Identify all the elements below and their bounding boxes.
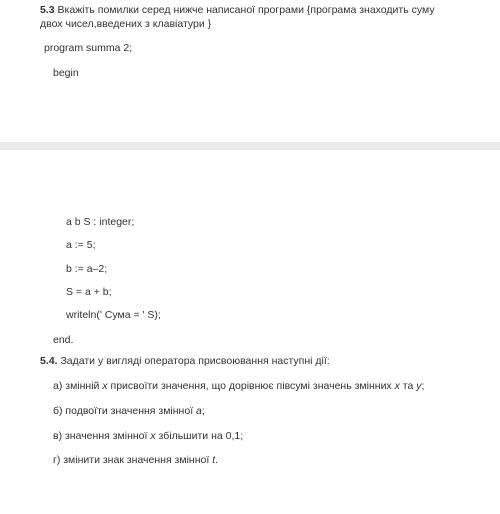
task-item-d-text-end: .: [215, 454, 219, 466]
task-item-a-text-end: ;: [421, 380, 425, 392]
task-item-a: [53, 380, 424, 393]
var-y: y: [416, 380, 422, 392]
question-5-4: [40, 355, 330, 368]
task-item-a-text-and: та: [399, 380, 417, 392]
task-item-b: [53, 405, 205, 418]
question-5-3: [40, 3, 460, 31]
code-line-assign-b: b := a–2;: [66, 263, 108, 275]
code-line-assign-s: S = a + b;: [66, 286, 112, 298]
task-item-c: [53, 430, 243, 443]
question-5-4-text: Задати у вигляді оператора присвоювання наступні дії:: [60, 355, 330, 367]
page-separator: [0, 142, 500, 150]
question-5-4-number: 5.4.: [40, 355, 58, 367]
code-line-declare: a b S : integer;: [66, 216, 135, 228]
task-item-b-text-end: ;: [201, 405, 205, 417]
code-line-assign-a: a := 5;: [66, 239, 96, 251]
var-t: t: [212, 454, 216, 466]
var-x: x: [394, 380, 400, 392]
code-line-writeln: writeln(' Сума = ' S);: [66, 309, 161, 321]
task-item-a-text-mid: присвоїти значення, що дорівнює півсумі значень змінних: [107, 380, 395, 392]
task-item-a-text: а) змінній: [53, 380, 103, 392]
var-x: x: [102, 380, 108, 392]
var-a: a: [196, 405, 202, 417]
task-item-c-text-end: збільшити на 0,1;: [155, 430, 244, 442]
task-item-b-text: б) подвоїти значення змінної: [53, 405, 197, 417]
task-item-d-text: г) змінити знак значення змінної: [53, 454, 213, 466]
code-line-end: end.: [53, 334, 74, 346]
page-top: [0, 0, 500, 142]
question-5-3-number: 5.3: [40, 4, 55, 16]
var-x: x: [150, 430, 156, 442]
page-bottom: [0, 150, 500, 514]
task-item-c-text: в) значення змінної: [53, 430, 151, 442]
task-item-d: [53, 454, 218, 467]
code-line-begin: begin: [53, 67, 79, 79]
code-line-program: program summa 2;: [44, 42, 133, 54]
question-5-3-text: Вкажіть помилки серед нижче написаної програми {програма знаходить суму двох чисел,введених з клавіатури }: [40, 4, 435, 30]
